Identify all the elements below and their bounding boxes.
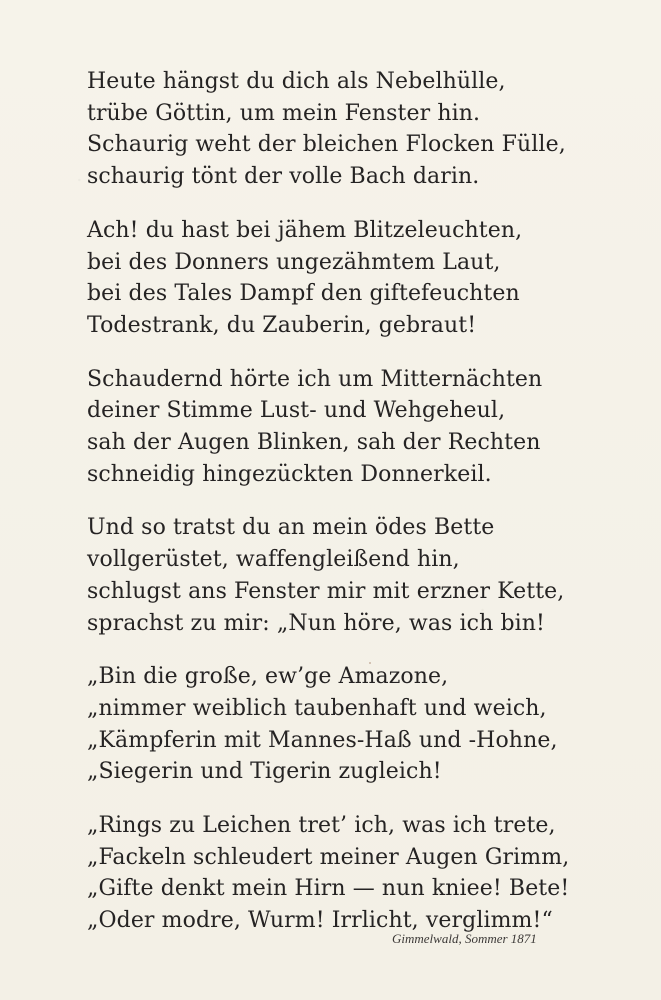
stanza-3	[87, 364, 587, 491]
poem-line: „Gifte denkt mein Hirn — nun kniee! Bete!	[87, 876, 570, 902]
poem-line: sprachst zu mir: „Nun höre, was ich bin!	[87, 610, 545, 636]
poem-line: Schaurig weht der bleichen Flocken Fülle,	[87, 132, 566, 158]
poem-line: „Fackeln schleudert meiner Augen Grimm,	[87, 844, 570, 870]
poem-line: Todestrank, du Zauberin, gebraut!	[87, 312, 477, 338]
poem-line: „Oder modre, Wurm! Irrlicht, verglimm!“	[87, 908, 553, 934]
poem-line: „Rings zu Leichen tret’ ich, was ich trete,	[87, 813, 556, 839]
poem-line: „nimmer weiblich taubenhaft und weich,	[87, 695, 547, 721]
poem-line: bei des Donners ungezähmtem Laut,	[87, 249, 501, 275]
poem-line: „Bin die große, ew’ge Amazone,	[87, 664, 449, 690]
poem-line: trübe Göttin, um mein Fenster hin.	[87, 100, 481, 126]
stanza-2	[87, 215, 587, 342]
stanza-1	[87, 66, 587, 193]
stanza-6	[87, 810, 587, 937]
poem-line: Und so tratst du an mein ödes Bette	[87, 515, 495, 541]
poem-line: schneidig hingezückten Donnerkeil.	[87, 461, 492, 487]
poem-line: Schaudernd hörte ich um Mitternächten	[87, 366, 543, 392]
stanza-5	[87, 661, 587, 788]
poem-line: bei des Tales Dampf den giftefeuchten	[87, 281, 520, 307]
poem-line: sah der Augen Blinken, sah der Rechten	[87, 430, 541, 456]
poem-line: deiner Stimme Lust- und Wehgeheul,	[87, 398, 506, 424]
poem-line: schlugst ans Fenster mir mit erzner Kette,	[87, 578, 565, 604]
place-date-signature: Gimmelwald, Sommer 1871	[392, 931, 537, 946]
poem-line: „Siegerin und Tigerin zugleich!	[87, 759, 442, 785]
poem-line: „Kämpferin mit Mannes-Haß und -Hohne,	[87, 727, 558, 753]
poem-line: vollgerüstet, waffengleißend hin,	[87, 547, 460, 573]
poem-line: Heute hängst du dich als Nebelhülle,	[87, 69, 506, 94]
stanza-4	[87, 512, 587, 639]
poem-text	[87, 66, 587, 959]
poem-line: Ach! du hast bei jähem Blitzeleuchten,	[87, 217, 523, 243]
poem-line: schaurig tönt der volle Bach darin.	[87, 164, 480, 190]
